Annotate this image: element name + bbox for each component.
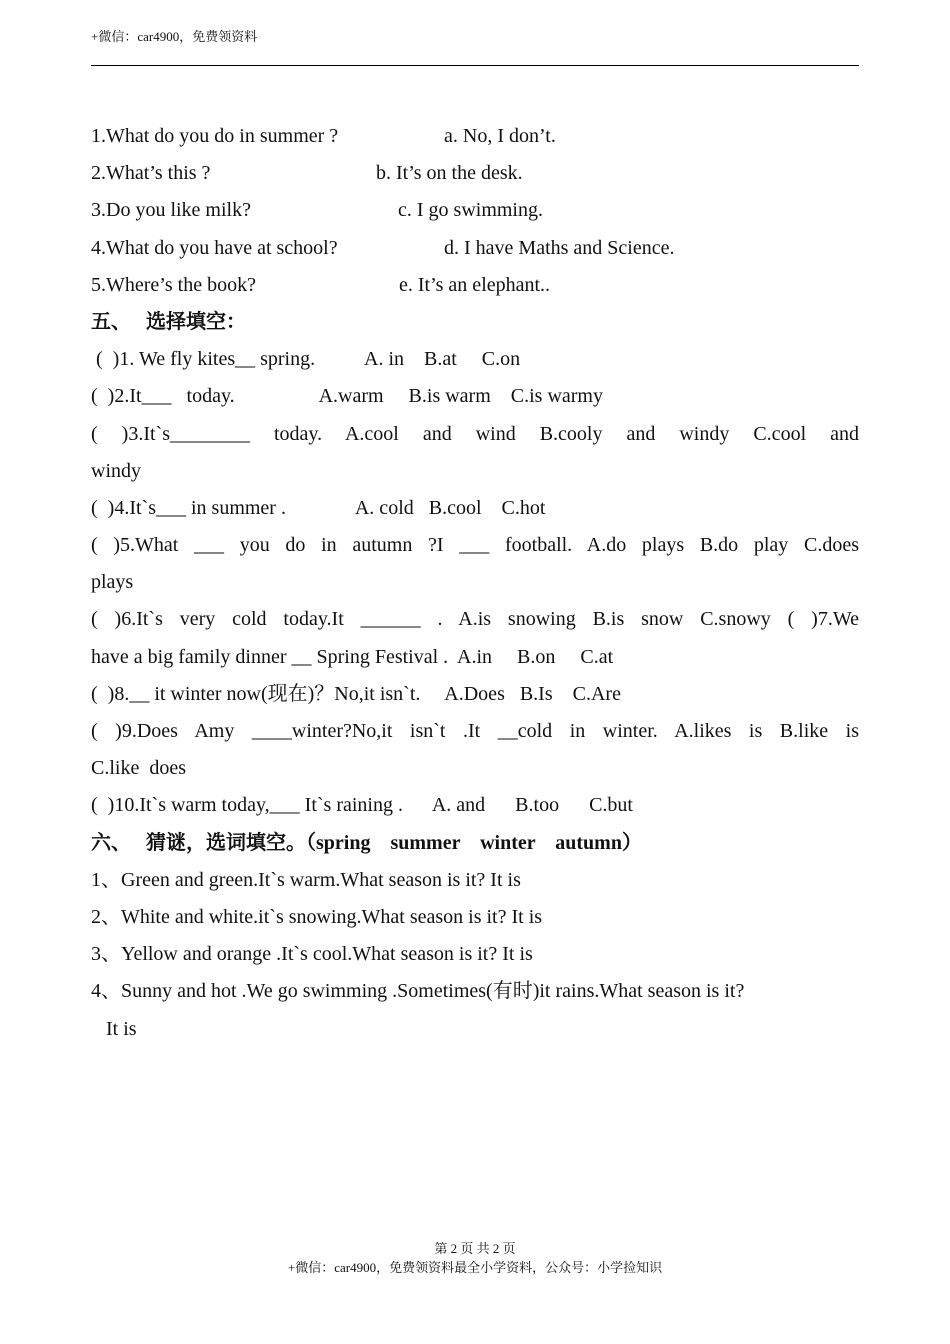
matching-row bbox=[91, 230, 859, 267]
page-number: 第 2 页 共 2 页 bbox=[434, 1241, 516, 1256]
riddle-line: 4、Sunny and hot .We go swimming .Sometimes(有时)it rains.What season is it? bbox=[91, 980, 745, 1003]
section-six-title: 六、 猜谜，选词填空。（spring summer winter autumn） bbox=[91, 831, 642, 854]
question-line: have a big family dinner __ Spring Festival . A.in B.on C.at bbox=[91, 645, 614, 668]
question-line: ( )3.It`s________ today. A.cool and wind B.cooly and windy C.cool and bbox=[91, 422, 859, 445]
question-line: ( )1. We fly kites__ spring. A. in B.at C.on bbox=[91, 348, 521, 371]
matching-row bbox=[91, 267, 859, 304]
worksheet-body bbox=[91, 118, 859, 1048]
question-line: ( )10.It`s warm today,___ It`s raining . A. and B.too C.but bbox=[91, 794, 633, 817]
matching-answer: d. I have Maths and Science. bbox=[444, 236, 675, 259]
question-line: C.like does bbox=[91, 757, 186, 780]
matching-answer: c. I go swimming. bbox=[398, 199, 543, 222]
question-line: ( )2.It___ today. A.warm B.is warm C.is warmy bbox=[91, 385, 603, 408]
matching-question: 1.What do you do in summer ? bbox=[91, 125, 339, 147]
matching-question: 4.What do you have at school? bbox=[91, 236, 338, 259]
question-line: ( )9.Does Amy ____winter?No,it isn`t .It __cold in winter. A.likes is B.like is bbox=[91, 720, 859, 742]
riddle-line: 2、White and white.it`s snowing.What season is it? It is bbox=[91, 905, 543, 928]
matching-row bbox=[91, 155, 859, 192]
header-divider bbox=[91, 65, 859, 66]
riddle-line: 3、Yellow and orange .It`s cool.What season is it? It is bbox=[91, 943, 533, 966]
riddle-line: It is bbox=[91, 1017, 137, 1040]
matching-question: 2.What’s this ? bbox=[91, 162, 211, 185]
matching-row bbox=[91, 192, 859, 229]
question-line: ( )5.What ___ you do in autumn ?I ___ football. A.do plays B.do play C.does bbox=[91, 534, 859, 557]
footer-note: +微信：car4900，免费领资料最全小学资料，公众号：小学捡知识 bbox=[287, 1260, 663, 1275]
matching-question: 5.Where’s the book? bbox=[91, 273, 256, 296]
question-line: plays bbox=[91, 571, 134, 594]
question-line: windy bbox=[91, 459, 141, 482]
question-line: ( )6.It`s very cold today.It ______ . A.is snowing B.is snow C.snowy ( )7.We bbox=[91, 608, 859, 631]
matching-answer: a. No, I don’t. bbox=[444, 125, 556, 147]
section-five-title: 五、 选择填空： bbox=[91, 310, 246, 333]
matching-answer: b. It’s on the desk. bbox=[376, 162, 523, 185]
matching-answer: e. It’s an elephant.. bbox=[399, 273, 551, 296]
matching-question: 3.Do you like milk? bbox=[91, 199, 251, 222]
matching-row bbox=[91, 118, 859, 155]
question-line: ( )8.__ it winter now(现在)？No,it isn`t. A.Does B.Is C.Are bbox=[91, 682, 621, 705]
page-header: +微信：car4900，免费领资料 bbox=[91, 29, 258, 44]
riddle-line: 1、Green and green.It`s warm.What season is it? It is bbox=[91, 868, 521, 891]
question-line: ( )4.It`s___ in summer . A. cold B.cool C.hot bbox=[91, 496, 546, 519]
